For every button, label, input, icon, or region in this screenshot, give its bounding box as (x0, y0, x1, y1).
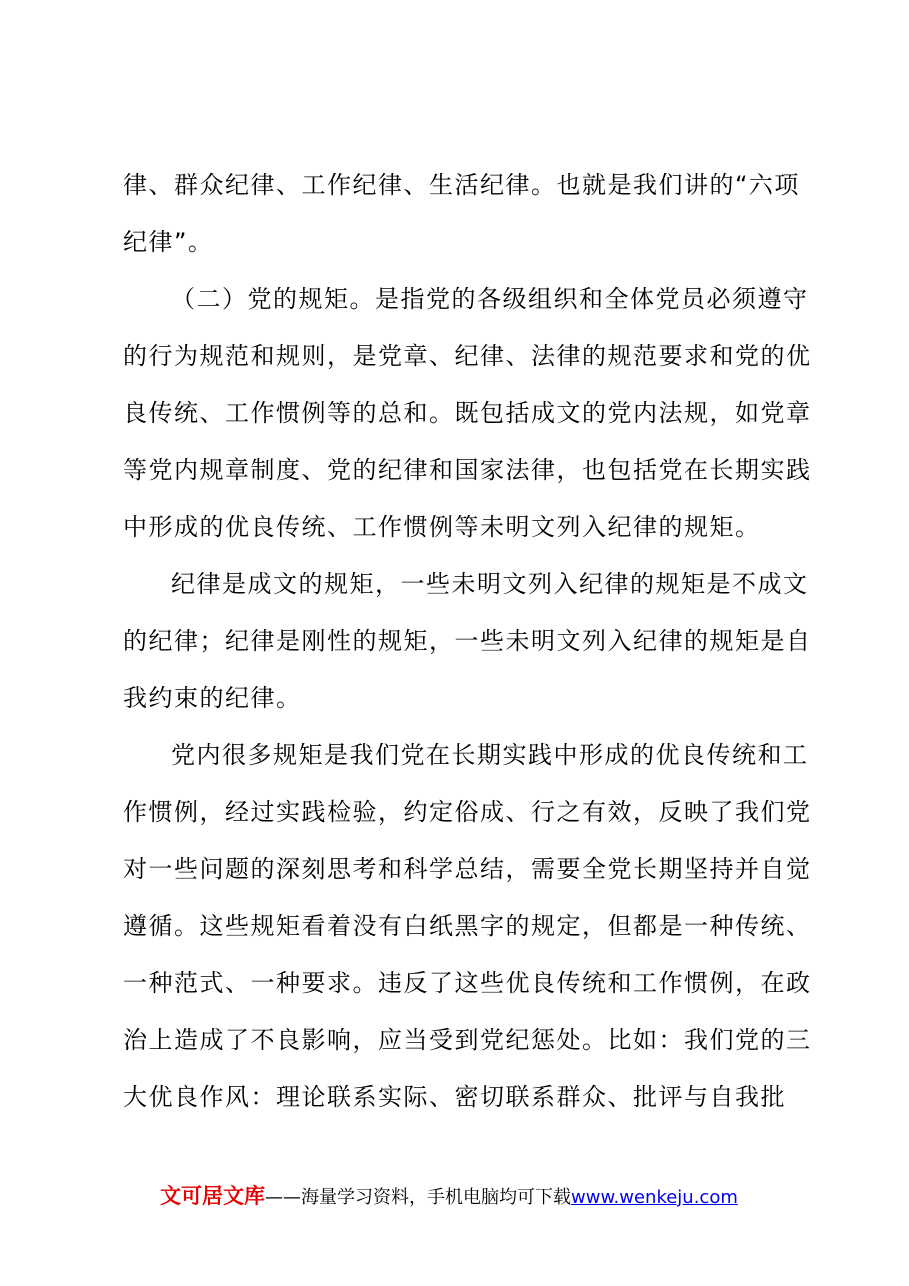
text-line: 作惯例，经过实践检验，约定俗成、行之有效，反映了我们党 (123, 798, 812, 826)
text-line: 纪律是成文的规矩，一些未明文列入纪律的规矩是不成文 (171, 570, 809, 598)
footer-site-link[interactable]: www.wenkeju.com (571, 1187, 738, 1208)
text-line: 良传统、工作惯例等的总和。既包括成文的党内法规，如党章 (123, 399, 812, 427)
text-line: 的行为规范和规则，是党章、纪律、法律的规范要求和党的优 (123, 342, 812, 370)
text-line: 党内很多规矩是我们党在长期实践中形成的优良传统和工 (171, 741, 809, 769)
text-line: 我约束的纪律。 (123, 684, 302, 712)
page-footer (160, 1183, 738, 1211)
text-line: 对一些问题的深刻思考和科学总结，需要全党长期坚持并自觉 (123, 855, 812, 883)
text-line: 遵循。这些规矩看着没有白纸黑字的规定，但都是一种传统、 (123, 912, 812, 940)
text-line: 治上造成了不良影响，应当受到党纪惩处。比如：我们党的三 (123, 1026, 812, 1054)
footer-tagline: ——海量学习资料，手机电脑均可下载 (265, 1187, 571, 1208)
text-line: （二）党的规矩。是指党的各级组织和全体党员必须遵守 (171, 285, 809, 313)
text-line: 纪律”。 (123, 228, 214, 256)
text-line: 律、群众纪律、工作纪律、生活纪律。也就是我们讲的“六项 (123, 171, 800, 199)
text-line: 一种范式、一种要求。违反了这些优良传统和工作惯例，在政 (123, 969, 812, 997)
footer-brand: 文可居文库 (160, 1184, 265, 1208)
text-line: 大优良作风：理论联系实际、密切联系群众、批评与自我批 (123, 1083, 786, 1111)
text-line: 等党内规章制度、党的纪律和国家法律，也包括党在长期实践 (123, 456, 812, 484)
text-line: 中形成的优良传统、工作惯例等未明文列入纪律的规矩。 (123, 513, 761, 541)
text-line: 的纪律；纪律是刚性的规矩，一些未明文列入纪律的规矩是自 (123, 627, 812, 655)
